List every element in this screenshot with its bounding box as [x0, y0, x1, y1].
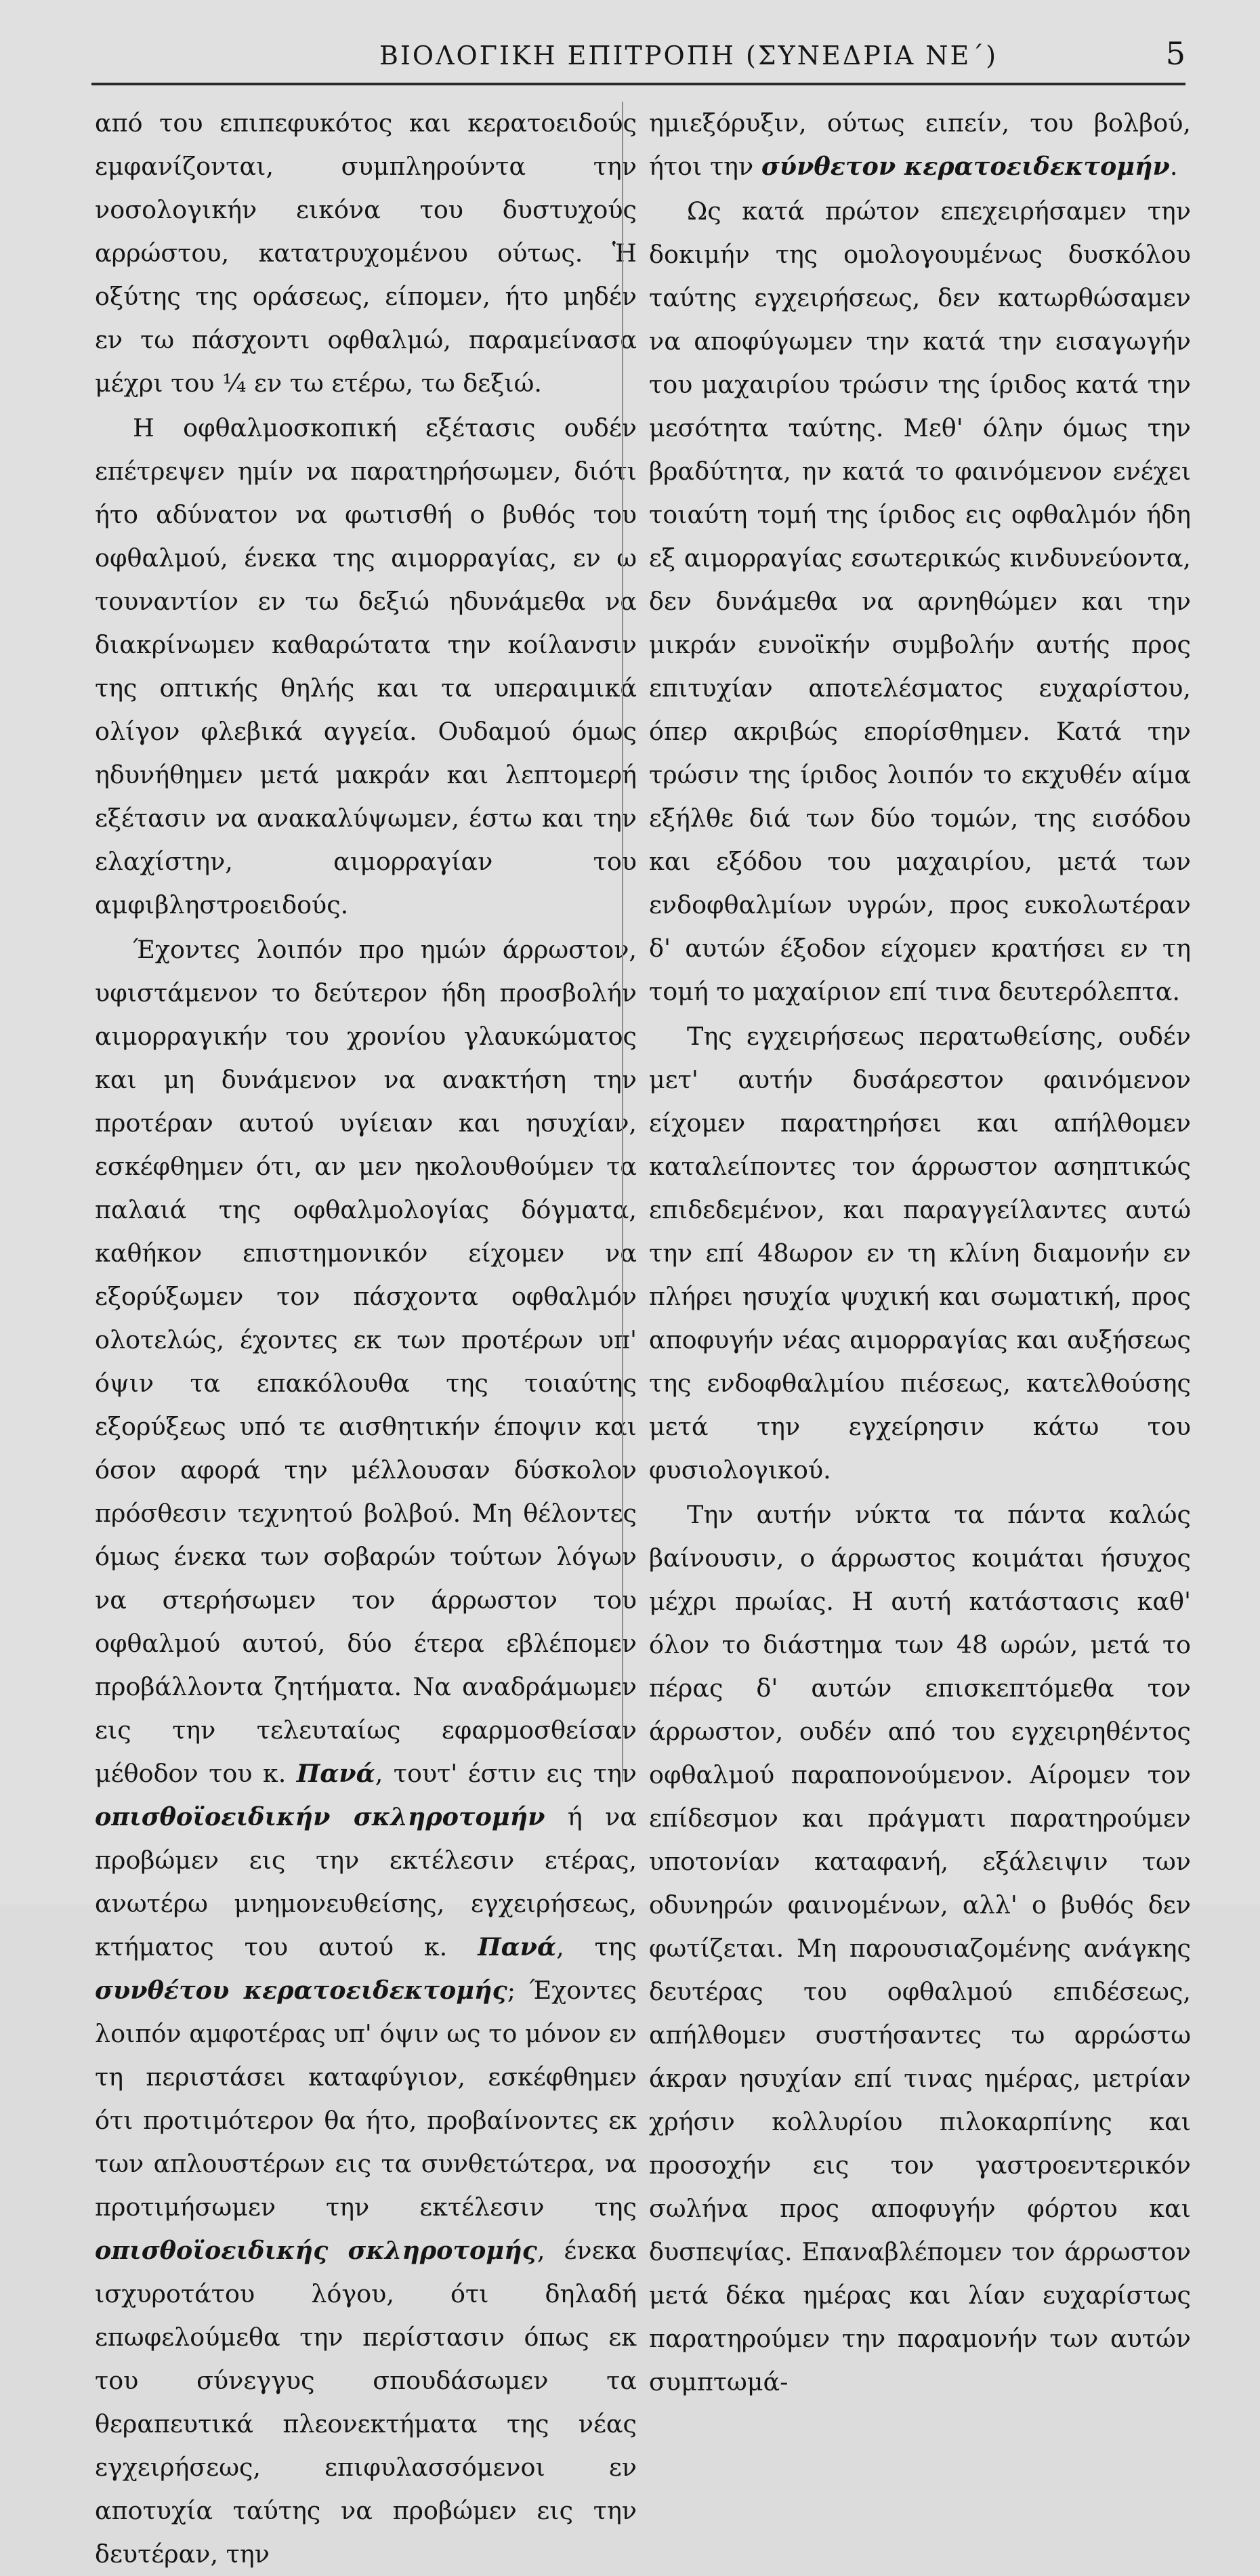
- text-run: Η οφθαλμοσκοπική εξέτασις ουδέν επέτρεψεν ημίν να παρατηρήσωμεν, διότι ήτο αδύνατον να φωτισθή ο βυθός του οφθαλμού, ένεκα της αιμορραγίας, εν ω τουναντίον εν τω δεξιώ ηδυνάμεθα να διακρίνωμεν καθαρώτατα την κοίλανσιν της οπτικής θηλής και τα υπεραιμικά ολίγον φλεβικά αγγεία. Ουδαμού όμως ηδυνήθημεν μετά μακράν και λεπτομερή εξέτασιν να ανακαλύψωμεν, έστω και την ελαχίστην, αιμορραγίαν του αμφιβληστροειδούς.: [95, 413, 637, 919]
- emphasized-name: Πανά: [296, 1759, 375, 1788]
- paragraph: [649, 102, 1191, 188]
- header-rule: [91, 83, 1185, 85]
- text-run: από του επιπεφυκότος και κερατοειδούς εμφανίζονται, συμπληρούντα την νοσολογικήν εικόνα του δυστυχούς αρρώστου, κατατρυχομένου ούτως. Ἡ οξύτης της οράσεως, είπομεν, ήτο μηδέν εν τω πάσχοντι οφθαλμώ, παραμείνασα μέχρι του ¼ εν τω ετέρω, τω δεξιώ.: [95, 108, 637, 398]
- emphasized-term: συνθέτου κερατοειδεκτομής: [95, 1976, 507, 2005]
- page-number: 5: [1165, 35, 1185, 72]
- text-run: Έχοντες λοιπόν προ ημών άρρωστον, υφιστάμενον το δεύτερον ήδη προσβολήν αιμορραγικήν του χρονίου γλαυκώματος και μη δυνάμενον να ανακτήση την προτέραν αυτού υγίειαν και ησυχίαν, εσκέφθημεν ότι, αν μεν ηκολουθούμεν τα παλαιά της οφθαλμολογίας δόγματα, καθήκον επιστημονικόν είχομεν να εξορύξωμεν τον πάσχοντα οφθαλμόν ολοτελώς, έχοντες εκ των προτέρων υπ' όψιν τα επακόλουθα της τοιαύτης εξορύξεως υπό τε αισθητικήν έποψιν και όσον αφορά την μέλλουσαν δύσκολον πρόσθεσιν τεχνητού βολβού. Μη θέλοντες όμως ένεκα των σοβαρών τούτων λόγων να στερήσωμεν τον άρρωστον του οφθαλμού αυτού, δύο έτερα εβλέπομεν προβάλλοντα ζητήματα. Να αναδράμωμεν εις την τελευταίως εφαρμοσθείσαν μέθοδον του κ.: [95, 935, 637, 1788]
- page-header: [95, 35, 1185, 83]
- right-column: [649, 102, 1191, 2396]
- text-run: ή να προβώμεν εις την εκτέλεσιν ετέρας, ανωτέρω μνημονευθείσης, εγχειρήσεως, κτήματος του αυτού κ.: [95, 1802, 637, 1961]
- text-run: Την αυτήν νύκτα τα πάντα καλώς βαίνουσιν, ο άρρωστος κοιμάται ήσυχος μέχρι πρωίας. Η αυτή κατάστασις καθ' όλον το διάστημα των 48 ωρών, μετά το πέρας δ' αυτών επισκεπτόμεθα τον άρρωστον, ουδέν από του εγχειρηθέντος οφθαλμού παραπονούμενον. Αίρομεν τον επίδεσμον και πράγματι παρατηρούμεν υποτονίαν καταφανή, εξάλειψιν των οδυνηρών φαινομένων, αλλ' ο βυθός δεν φωτίζεται. Μη παρουσιαζομένης ανάγκης δευτέρας του οφθαλμού επιδέσεως, απήλθομεν συστήσαντες τω αρρώστω άκραν ησυχίαν επί τινας ημέρας, μετρίαν χρήσιν κολλυρίου πιλοκαρπίνης και προσοχήν εις τον γαστροεντερικόν σωλήνα προς αποφυγήν φόρτου και δυσπεψίας. Επαναβλέπομεν τον άρρωστον μετά δέκα ημέρας και λίαν ευχαρίστως παρατηρούμεν την παραμονήν των αυτών συμπτωμά-: [649, 1500, 1191, 2396]
- column-divider: [622, 102, 623, 1782]
- emphasized-term: οπισθοϊοειδικήν σκληροτομήν: [95, 1802, 545, 1831]
- running-title: ΒΙΟΛΟΓΙΚΗ ΕΠΙΤΡΟΠΗ (ΣΥΝΕΔΡΙΑ ΝΕ΄): [379, 41, 999, 70]
- emphasized-term: σύνθετον κερατοειδεκτομήν: [761, 152, 1170, 181]
- text-run: .: [1169, 152, 1178, 181]
- text-run: , ένεκα ισχυροτάτου λόγου, ότι δηλαδή επωφελούμεθα την περίστασιν όπως εκ του σύνεγγυς σπουδάσωμεν τα θεραπευτικά πλεονεκτήματα της νέας εγχειρήσεως, επιφυλασσόμενοι εν αποτυχία ταύτης να προβώμεν εις την δευτέραν, την: [95, 2236, 637, 2569]
- text-run: ; Έχοντες λοιπόν αμφοτέρας υπ' όψιν ως το μόνον εν τη περιστάσει καταφύγιον, εσκέφθημεν ότι προτιμότερον θα ήτο, προβαίνοντες εκ των απλουστέρων εις τα συνθετώτερα, να προτιμήσωμεν την εκτέλεσιν της: [95, 1976, 637, 2222]
- emphasized-term: οπισθοϊοειδικής σκληροτομής: [95, 2236, 537, 2265]
- paragraph: [649, 1493, 1191, 2404]
- left-column: [95, 102, 637, 2569]
- emphasized-name: Πανά: [478, 1932, 557, 1961]
- text-run: Ως κατά πρώτον επεχειρήσαμεν την δοκιμήν της ομολογουμένως δυσκόλου ταύτης εγχειρήσεως, δεν κατωρθώσαμεν να αποφύγωμεν την κατά την εισαγωγήν του μαχαιρίου τρώσιν της ίριδος κατά την μεσότητα ταύτης. Μεθ' όλην όμως την βραδύτητα, ην κατά το φαινόμενον ενέχει τοιαύτη τομή της ίριδος εις οφθαλμόν ήδη εξ αιμορραγίας εσωτερικώς κινδυνεύοντα, δεν δυνάμεθα να αρνηθώμεν και την μικράν ευνοϊκήν συμβολήν αυτής προς επιτυχίαν αποτελέσματος ευχαρίστου, όπερ ακριβώς επορίσθημεν. Κατά την τρώσιν της ίριδος λοιπόν το εκχυθέν αίμα εξήλθε διά των δύο τομών, της εισόδου και εξόδου του μαχαιρίου, μετά των ενδοφθαλμίων υγρών, προς ευκολωτέραν δ' αυτών έξοδον είχομεν κρατήσει εν τη τομή το μαχαίριον επί τινα δευτερόλεπτα.: [649, 196, 1191, 1006]
- paragraph: [95, 407, 637, 927]
- paragraph: [649, 1015, 1191, 1492]
- text-run: Της εγχειρήσεως περατωθείσης, ουδέν μετ' αυτήν δυσάρεστον φαινόμενον είχομεν παρατηρήσει και απήλθομεν καταλείποντες τον άρρωστον ασηπτικώς επιδεδεμένον, και παραγγείλαντες αυτώ την επί 48ωρον εν τη κλίνη διαμονήν εν πλήρει ησυχία ψυχική και σωματική, προς αποφυγήν νέας αιμορραγίας και αυξήσεως της ενδοφθαλμίου πιέσεως, κατελθούσης μετά την εγχείρησιν κάτω του φυσιολογικού.: [649, 1022, 1191, 1484]
- text-run: ημιεξόρυξιν, ούτως ειπείν, του βολβού, ήτοι την: [649, 108, 1191, 181]
- paragraph: [95, 928, 637, 2576]
- paragraph: [649, 190, 1191, 1014]
- text-run: , τουτ' έστιν εις την: [375, 1759, 637, 1788]
- paragraph: [95, 102, 637, 405]
- text-run: , της: [556, 1932, 637, 1961]
